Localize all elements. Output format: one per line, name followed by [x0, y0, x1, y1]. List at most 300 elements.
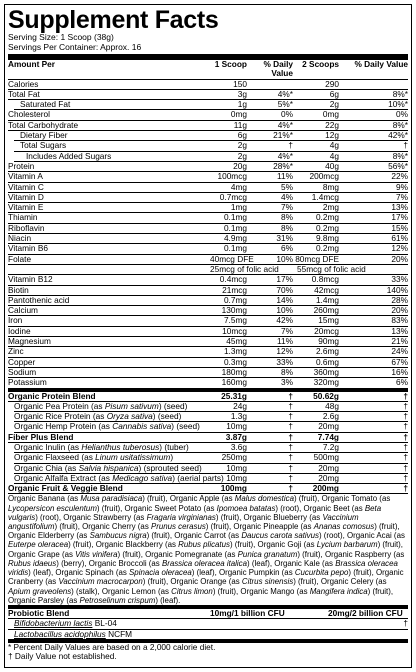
ingredient-latin-name: Medicago sativa	[112, 472, 173, 483]
nutrient-name: Calcium	[8, 305, 38, 316]
nutrient-rows	[8, 80, 408, 255]
ingredient-suffix: ) (seed)	[171, 421, 200, 432]
strain-code: NCFM	[105, 628, 133, 639]
ingredient-latin-name: Vaccinium macrocarpon	[58, 577, 143, 587]
amount-2-scoops: 20mcg	[314, 325, 339, 336]
ingredient-latin-name: Cannabis sativa	[112, 421, 172, 432]
nutrient-name: Potassium	[8, 377, 47, 388]
nutrient-row	[8, 327, 408, 337]
ingredient-latin-name: Pisum sativum	[104, 400, 159, 411]
amount-2-scoops: 1.4mcg	[311, 191, 339, 202]
amount-2-scoops: 0.6mg	[315, 356, 339, 367]
ingredient-amount-1: 250mg	[221, 452, 247, 463]
nutrient-row	[8, 368, 408, 378]
amount-2-scoops: 40g	[325, 160, 339, 171]
nutrient-name: Biotin	[8, 284, 29, 295]
ingredient-text: ) (fruit), Organic Orange (as	[142, 577, 242, 587]
nutrient-name: Calories	[8, 78, 39, 89]
ingredient-latin-name: Helianthus tuberosus	[81, 441, 160, 452]
amount-2-scoops: 1.4mg	[315, 294, 339, 305]
nutrient-row	[8, 193, 408, 203]
daily-value-1: 10%	[276, 305, 293, 316]
folate-folic-1: 25mcg of folic acid	[210, 263, 279, 274]
strain-dv-2: †	[403, 618, 408, 629]
ingredient-amount-1: 10mg	[226, 462, 247, 473]
ingredient-latin-name: Oryza sativa	[106, 411, 153, 422]
ingredient-text: ) (stalk), Organic Lemon (as	[71, 586, 172, 596]
nutrient-name: Zinc	[8, 346, 24, 357]
ingredient-dv-1: †	[288, 411, 293, 422]
ingredient-amount-1: 24g	[233, 400, 247, 411]
amount-1-scoop: 0.7mcg	[219, 191, 247, 202]
daily-value-2: 13%	[391, 325, 408, 336]
ingredient-prefix: Organic Rice Protein (as	[14, 411, 107, 422]
daily-value-1: 11%	[277, 171, 293, 182]
amount-1-scoop: 0.7mg	[223, 294, 247, 305]
ingredient-name	[14, 402, 210, 411]
blend-name: Organic Fruit & Veggie Blend	[8, 483, 123, 494]
ingredient-suffix: )	[170, 452, 174, 463]
nutrient-name: Magnesium	[8, 336, 51, 347]
ingredient-suffix: ) (sprouted seed)	[138, 462, 202, 473]
ingredient-text: ) (fruit), Organic Pineapple (as	[205, 522, 314, 532]
daily-value-2: 22%	[391, 171, 408, 182]
nutrient-row	[14, 131, 408, 141]
nutrient-row	[8, 337, 408, 347]
nutrient-name: Thiamin	[8, 212, 38, 223]
ingredient-amount-1: 3.6g	[230, 441, 247, 452]
ingredient-text: ) (fruit), Organic Tomato (as	[293, 494, 391, 504]
amount-2-scoops: 2mg	[322, 202, 339, 213]
strain-dv-1	[210, 630, 247, 639]
blend-section	[8, 392, 408, 495]
panel-title: Supplement Facts	[8, 6, 219, 34]
ingredient-text: ) (fruit), Organic Apple (as	[142, 494, 235, 504]
amount-2-scoops: 200mcg	[309, 171, 339, 182]
ingredient-latin-name: Vitis vinifera	[75, 549, 118, 559]
ingredient-prefix: Organic Chia (as	[14, 462, 79, 473]
nutrient-name: Sodium	[8, 366, 37, 377]
amount-2-scoops: 9.8mg	[315, 233, 339, 244]
nutrient-name: Vitamin C	[8, 181, 44, 192]
amount-2-scoops: 0mg	[322, 109, 339, 120]
ingredient-suffix: ) (aerial parts)	[172, 472, 224, 483]
amount-2-scoops: 42mcg	[314, 284, 339, 295]
ingredient-text: ) (fruit), Organic Elderberry (as	[8, 522, 400, 541]
ingredient-text: ) (fruit), Organic Cranberry (as	[8, 568, 404, 587]
ingredient-latin-name: Mangifera indica	[309, 586, 368, 596]
header-dv-1: % Daily Value	[263, 59, 293, 79]
amount-1-scoop: 6g	[237, 130, 247, 141]
ingredient-latin-name: Apium graveolens	[8, 586, 72, 596]
daily-value-1: 4%*	[277, 119, 293, 130]
nutrient-row	[8, 213, 408, 223]
ingredient-text: ) (fruit), Organic Blackberry (as	[68, 540, 179, 550]
ingredient-dv-2: †	[403, 452, 408, 463]
daily-value-2: †	[403, 140, 408, 151]
amount-1-scoop: 21mcg	[222, 284, 247, 295]
daily-value-1: 7%	[281, 325, 293, 336]
amount-2-scoops: 6g	[329, 88, 339, 99]
footnote-daily-value: * Percent Daily Values are based on a 2,000 calorie diet.	[8, 641, 216, 652]
amount-1-scoop: 1.3mg	[223, 346, 247, 357]
ingredient-dv-1: †	[288, 421, 293, 432]
ingredient-name	[14, 464, 210, 473]
daily-value-1: 4%	[281, 191, 293, 202]
strain-dv-2	[247, 630, 408, 639]
ingredient-prefix: Organic Alfalfa Extract (as	[14, 472, 113, 483]
serving-size: Serving Size: 1 Scoop (38g)	[8, 32, 114, 42]
daily-value-2: 6%	[396, 377, 408, 388]
ingredient-text: ) (fruit), Organic Mango (as	[212, 586, 310, 596]
amount-2-scoops: 4g	[329, 140, 339, 151]
ingredient-text: ) (fruit), Organic Celery (as	[293, 577, 387, 587]
nutrient-row	[14, 100, 408, 110]
daily-value-1: 0%	[281, 109, 293, 120]
daily-value-2: 20%	[391, 305, 408, 316]
strain-name	[14, 630, 210, 639]
nutrient-row	[8, 162, 408, 172]
amount-1-scoop: 150	[233, 78, 247, 89]
nutrient-row	[8, 358, 408, 368]
daily-value-2: 56%*	[388, 160, 408, 171]
probiotic-amount-1: 10mg/1 billion CFU	[210, 607, 285, 618]
amount-2-scoops: 0.2mg	[315, 243, 339, 254]
daily-value-1	[247, 80, 293, 89]
amount-2-scoops: 360mg	[313, 366, 339, 377]
ingredient-amount-1: 10mg	[226, 472, 247, 483]
amount-2-scoops: 260mg	[313, 305, 339, 316]
ingredient-amount-2: 2.6g	[322, 411, 339, 422]
daily-value-1: 4%*	[277, 88, 293, 99]
mineral-rows	[8, 275, 408, 388]
daily-value-1: 7%	[281, 202, 293, 213]
ingredient-latin-name: Ipomoea batatas	[216, 503, 276, 513]
probiotic-strain-row	[8, 630, 408, 640]
amount-2-scoops: 290	[325, 78, 339, 89]
amount-2-scoops: 8mg	[322, 181, 339, 192]
ingredient-latin-name: Malus domestica	[234, 494, 294, 504]
daily-value-1: 11%	[277, 336, 293, 347]
daily-value-1: 28%*	[273, 160, 293, 171]
nutrient-row	[8, 347, 408, 357]
ingredient-dv-2: †	[403, 400, 408, 411]
servings-per-container: Servings Per Container: Approx. 16	[8, 41, 142, 52]
nutrient-row	[8, 316, 408, 326]
ingredient-amount-2: 20mg	[318, 472, 339, 483]
column-header	[8, 60, 408, 80]
amount-2-scoops: 320mg	[313, 377, 339, 388]
nutrient-row	[8, 172, 408, 182]
daily-value-2: 0%	[396, 109, 408, 120]
ingredient-dv-1: †	[288, 472, 293, 483]
ingredient-name	[14, 472, 224, 483]
ingredient-latin-name: Fragaria virginianas	[146, 512, 216, 522]
blend-name: Fiber Plus Blend	[8, 431, 74, 442]
amount-2-scoops: 90mg	[318, 336, 339, 347]
ingredient-name	[14, 412, 210, 421]
daily-value-2: 12%	[391, 243, 408, 254]
daily-value-2: 9%	[396, 181, 408, 192]
nutrient-row	[8, 203, 408, 213]
daily-value-2: 10%*	[388, 99, 408, 110]
amount-1-scoop: 160mg	[221, 377, 247, 388]
blend-dv-1: †	[288, 431, 293, 442]
amount-1-scoop: 2g	[237, 140, 247, 151]
daily-value-1: 33%	[276, 356, 293, 367]
folate-dv-1: 10%	[276, 253, 293, 264]
ingredient-latin-name: Prunus cerasus	[150, 522, 206, 532]
amount-1-scoop: 1mg	[230, 202, 247, 213]
nutrient-name: Saturated Fat	[20, 99, 71, 110]
daily-value-2	[339, 80, 408, 89]
blend-amount-2: 50.62g	[313, 390, 339, 401]
daily-value-1: 5%*	[277, 99, 293, 110]
probiotic-name: Probiotic Blend	[8, 607, 70, 618]
daily-value-1: 12%	[276, 346, 293, 357]
nutrient-name: Includes Added Sugars	[26, 150, 112, 161]
nutrient-name: Total Fat	[8, 88, 40, 99]
amount-1-scoop: 100mcg	[217, 171, 247, 182]
probiotic-amount-2: 20mg/2 billion CFU	[328, 607, 403, 618]
amount-1-scoop: 10mcg	[222, 325, 247, 336]
blend-dv-2: †	[403, 431, 408, 442]
ingredient-latin-name: Citrus sinensis	[241, 577, 294, 587]
header-2-scoops: 2 Scoops	[302, 59, 339, 69]
amount-1-scoop: 45mg	[226, 336, 247, 347]
ingredient-text: ) (fruit), Organic Carrot (as	[146, 531, 242, 541]
amount-1-scoop: 0mg	[230, 109, 247, 120]
ingredient-amount-2: 500mg	[313, 452, 339, 463]
nutrient-name: Cholesterol	[8, 109, 50, 120]
ingredient-amount-2: 20mg	[318, 462, 339, 473]
ingredient-amount-2: 7.2g	[322, 441, 339, 452]
amount-2-scoops: 2g	[329, 99, 339, 110]
folate-amount-2: 80mcg DFE	[295, 253, 339, 264]
blend-row	[8, 484, 408, 494]
amount-1-scoop: 1g	[237, 99, 247, 110]
amount-1-scoop: 11g	[233, 119, 247, 130]
amount-1-scoop: 4.9mg	[223, 233, 247, 244]
nutrient-name: Niacin	[8, 233, 32, 244]
blend-dv-2: †	[403, 483, 408, 494]
nutrient-row	[8, 121, 408, 131]
daily-value-2: 140%	[386, 284, 408, 295]
amount-1-scoop: 3g	[237, 88, 247, 99]
fruit-veggie-ingredients	[8, 494, 408, 605]
ingredient-latin-name: Cucurbita pepo	[294, 568, 349, 578]
header-1-scoop: 1 Scoop	[214, 59, 247, 69]
folate-subrow	[8, 265, 408, 275]
ingredient-latin-name: Brassica oleracea italica	[161, 558, 248, 568]
amount-1-scoop: 0.1mg	[223, 212, 247, 223]
amount-2-scoops: 2.6mg	[315, 346, 339, 357]
ingredient-amount-1: 10mg	[226, 421, 247, 432]
ingredient-text: ) (fruit), Organic Grape (as	[8, 540, 403, 559]
folate-amount-1: 40mcg DFE	[210, 253, 254, 264]
ingredient-text: ) (fruit), Organic Goji (as	[229, 540, 317, 550]
ingredient-text: Organic Banana (as	[8, 494, 81, 504]
daily-value-1: 4%*	[277, 150, 293, 161]
ingredient-name	[14, 443, 210, 452]
nutrient-name: Vitamin B6	[8, 243, 48, 254]
ingredient-latin-name: Brassica oleracea viridis	[8, 558, 398, 578]
amount-1-scoop: 0.1mg	[223, 243, 247, 254]
ingredient-latin-name: Sambucus nigra	[89, 531, 147, 541]
nutrient-row	[8, 244, 408, 254]
ingredient-text: ) (fruit), Organic Cherry (as	[54, 522, 151, 532]
nutrient-name: Dietary Fiber	[20, 130, 68, 141]
ingredient-text: ) (berry), Organic Broccoli (as	[56, 558, 162, 568]
daily-value-2: 21%	[391, 336, 408, 347]
daily-value-2: 16%	[391, 366, 408, 377]
ingredient-dv-2: †	[403, 472, 408, 483]
ingredient-dv-1: †	[288, 441, 293, 452]
ingredient-dv-1: †	[288, 400, 293, 411]
blend-amount-1: 25.31g	[221, 390, 247, 401]
daily-value-1: 5%	[281, 181, 293, 192]
amount-1-scoop: 7.5mg	[223, 315, 247, 326]
nutrient-row	[8, 183, 408, 193]
amount-1-scoop: 0.4mcg	[219, 274, 247, 285]
ingredient-text: ) (fruit), Organic Pomegranate (as	[117, 549, 238, 559]
nutrient-row	[8, 378, 408, 388]
ingredient-text: ) (root), Organic Acai (as	[318, 531, 405, 541]
ingredient-latin-name: Petroselinum crispum	[79, 595, 156, 605]
ingredient-dv-2: †	[403, 441, 408, 452]
blend-amount-1: 100mg	[220, 483, 247, 494]
daily-value-2: 42%*	[388, 130, 408, 141]
footnote-dagger: † Daily Value not established.	[8, 651, 117, 662]
strain-latin-name: Lactobacillus acidophilus	[14, 628, 106, 639]
ingredient-latin-name: Ananas comosus	[313, 522, 375, 532]
ingredient-latin-name: Lycium barbarum	[316, 540, 378, 550]
daily-value-2: 8%*	[392, 119, 408, 130]
blend-dv-1: †	[288, 390, 293, 401]
ingredient-latin-name: Musa paradisiaca	[80, 494, 143, 504]
ingredient-name	[14, 422, 210, 431]
blend-amount-2: 200mg	[312, 483, 339, 494]
amount-2-scoops: 0.2mg	[315, 222, 339, 233]
ingredient-text: ) (fruit), Organic Parsley (as	[8, 586, 394, 605]
ingredient-latin-name: Beta vulgaris	[8, 503, 382, 522]
daily-value-1: 31%	[276, 233, 293, 244]
nutrient-name: Total Carbohydrate	[8, 119, 79, 130]
daily-value-2: 61%	[391, 233, 408, 244]
nutrient-name: Riboflavin	[8, 222, 45, 233]
ingredient-suffix: ) (seed)	[152, 411, 182, 422]
ingredient-prefix: Organic Pea Protein (as	[14, 400, 105, 411]
blend-dv-1: †	[288, 483, 293, 494]
strain-code: BL-04	[92, 618, 117, 629]
nutrient-row	[8, 80, 408, 90]
nutrient-row	[8, 224, 408, 234]
ingredient-text: ) (leaf), Organic Spinach (as	[28, 568, 130, 578]
ingredient-latin-name: Rubus plicatus	[178, 540, 230, 550]
amount-1-scoop: 130mg	[221, 305, 247, 316]
amount-2-scoops: 0.2mg	[315, 212, 339, 223]
ingredient-text: ) (fruit), Organic Raspberry (as	[297, 549, 405, 559]
nutrient-name: Iodine	[8, 325, 31, 336]
ingredient-text: ) (leaf), Organic Pumpkin (as	[191, 568, 295, 578]
nutrient-row	[8, 234, 408, 244]
amount-1-scoop: 4mg	[230, 181, 247, 192]
ingredient-suffix: ) (seed)	[158, 400, 188, 411]
ingredient-latin-name: Linum usitatissimum	[95, 452, 171, 463]
ingredient-latin-name: Euterpe oleracea	[8, 540, 69, 550]
daily-value-1: 8%	[281, 222, 293, 233]
daily-value-1: 42%	[276, 315, 293, 326]
ingredient-latin-name: Salvia hispanica	[78, 462, 139, 473]
ingredient-latin-name: Citrus limon	[171, 586, 213, 596]
amount-2-scoops: 0.8mcg	[311, 274, 339, 285]
ingredient-latin-name: Rubus idaeus	[8, 558, 57, 568]
daily-value-2: 15%	[391, 222, 408, 233]
daily-value-1: 14%	[276, 294, 293, 305]
ingredient-dv-2: †	[403, 421, 408, 432]
nutrient-row	[8, 306, 408, 316]
folate-folic-2: 55mcg of folic acid	[297, 263, 366, 274]
header-amount-per: Amount Per	[8, 59, 56, 69]
daily-value-1: 8%	[281, 366, 293, 377]
probiotic-strains	[8, 619, 408, 640]
header-dv-2: % Daily Value	[354, 59, 408, 69]
blend-ingredient-row	[14, 422, 408, 432]
ingredient-text: ) (leaf), Organic Kale (as	[247, 558, 336, 568]
ingredient-amount-1: 1.3g	[230, 411, 247, 422]
amount-1-scoop: 20g	[233, 160, 247, 171]
nutrient-name: Vitamin D	[8, 191, 44, 202]
nutrient-name: Vitamin A	[8, 171, 43, 182]
ingredient-text: ) (fruit), Organic Sweet Potato (as	[96, 503, 217, 513]
nutrient-row	[8, 296, 408, 306]
amount-2-scoops: 4g	[329, 150, 339, 161]
nutrient-name: Folate	[8, 253, 32, 264]
nutrient-name: Iron	[8, 315, 23, 326]
ingredient-amount-2: 20mg	[318, 421, 339, 432]
ingredient-name	[14, 453, 210, 462]
nutrient-name: Pantothenic acid	[8, 294, 70, 305]
ingredient-text: ) (root), Organic Strawberry (as	[35, 512, 147, 522]
amount-1-scoop: 0.3mg	[223, 356, 247, 367]
ingredient-latin-name: Daucus carota sativus	[241, 531, 319, 541]
ingredient-suffix: ) (tuber)	[159, 441, 189, 452]
strain-name	[14, 619, 210, 628]
daily-value-2: 33%	[391, 274, 408, 285]
daily-value-2: 67%	[391, 356, 408, 367]
ingredient-latin-name: Vaccinium angustifolium	[8, 512, 359, 532]
blend-name: Organic Protein Blend	[8, 390, 96, 401]
daily-value-2: 83%	[391, 315, 408, 326]
ingredient-prefix: Organic Hemp Protein (as	[14, 421, 113, 432]
amount-1-scoop: 0.1mg	[223, 222, 247, 233]
daily-value-1: 17%	[276, 274, 293, 285]
blend-dv-2: †	[403, 390, 408, 401]
ingredient-latin-name: Lycopersicon esculentum	[8, 503, 97, 513]
daily-value-1: 3%	[281, 377, 293, 388]
ingredient-dv-2: †	[403, 462, 408, 473]
ingredient-amount-2: 48g	[325, 400, 339, 411]
ingredient-prefix: Organic Flaxseed (as	[14, 452, 96, 463]
nutrient-name: Vitamin E	[8, 202, 44, 213]
amount-2-scoops: 15mg	[318, 315, 339, 326]
daily-value-2: 28%	[391, 294, 408, 305]
daily-value-2: 8%*	[392, 88, 408, 99]
nutrient-name: Protein	[8, 160, 35, 171]
ingredient-dv-2: †	[403, 411, 408, 422]
blend-amount-2: 7.74g	[317, 431, 339, 442]
daily-value-1: 21%*	[273, 130, 293, 141]
